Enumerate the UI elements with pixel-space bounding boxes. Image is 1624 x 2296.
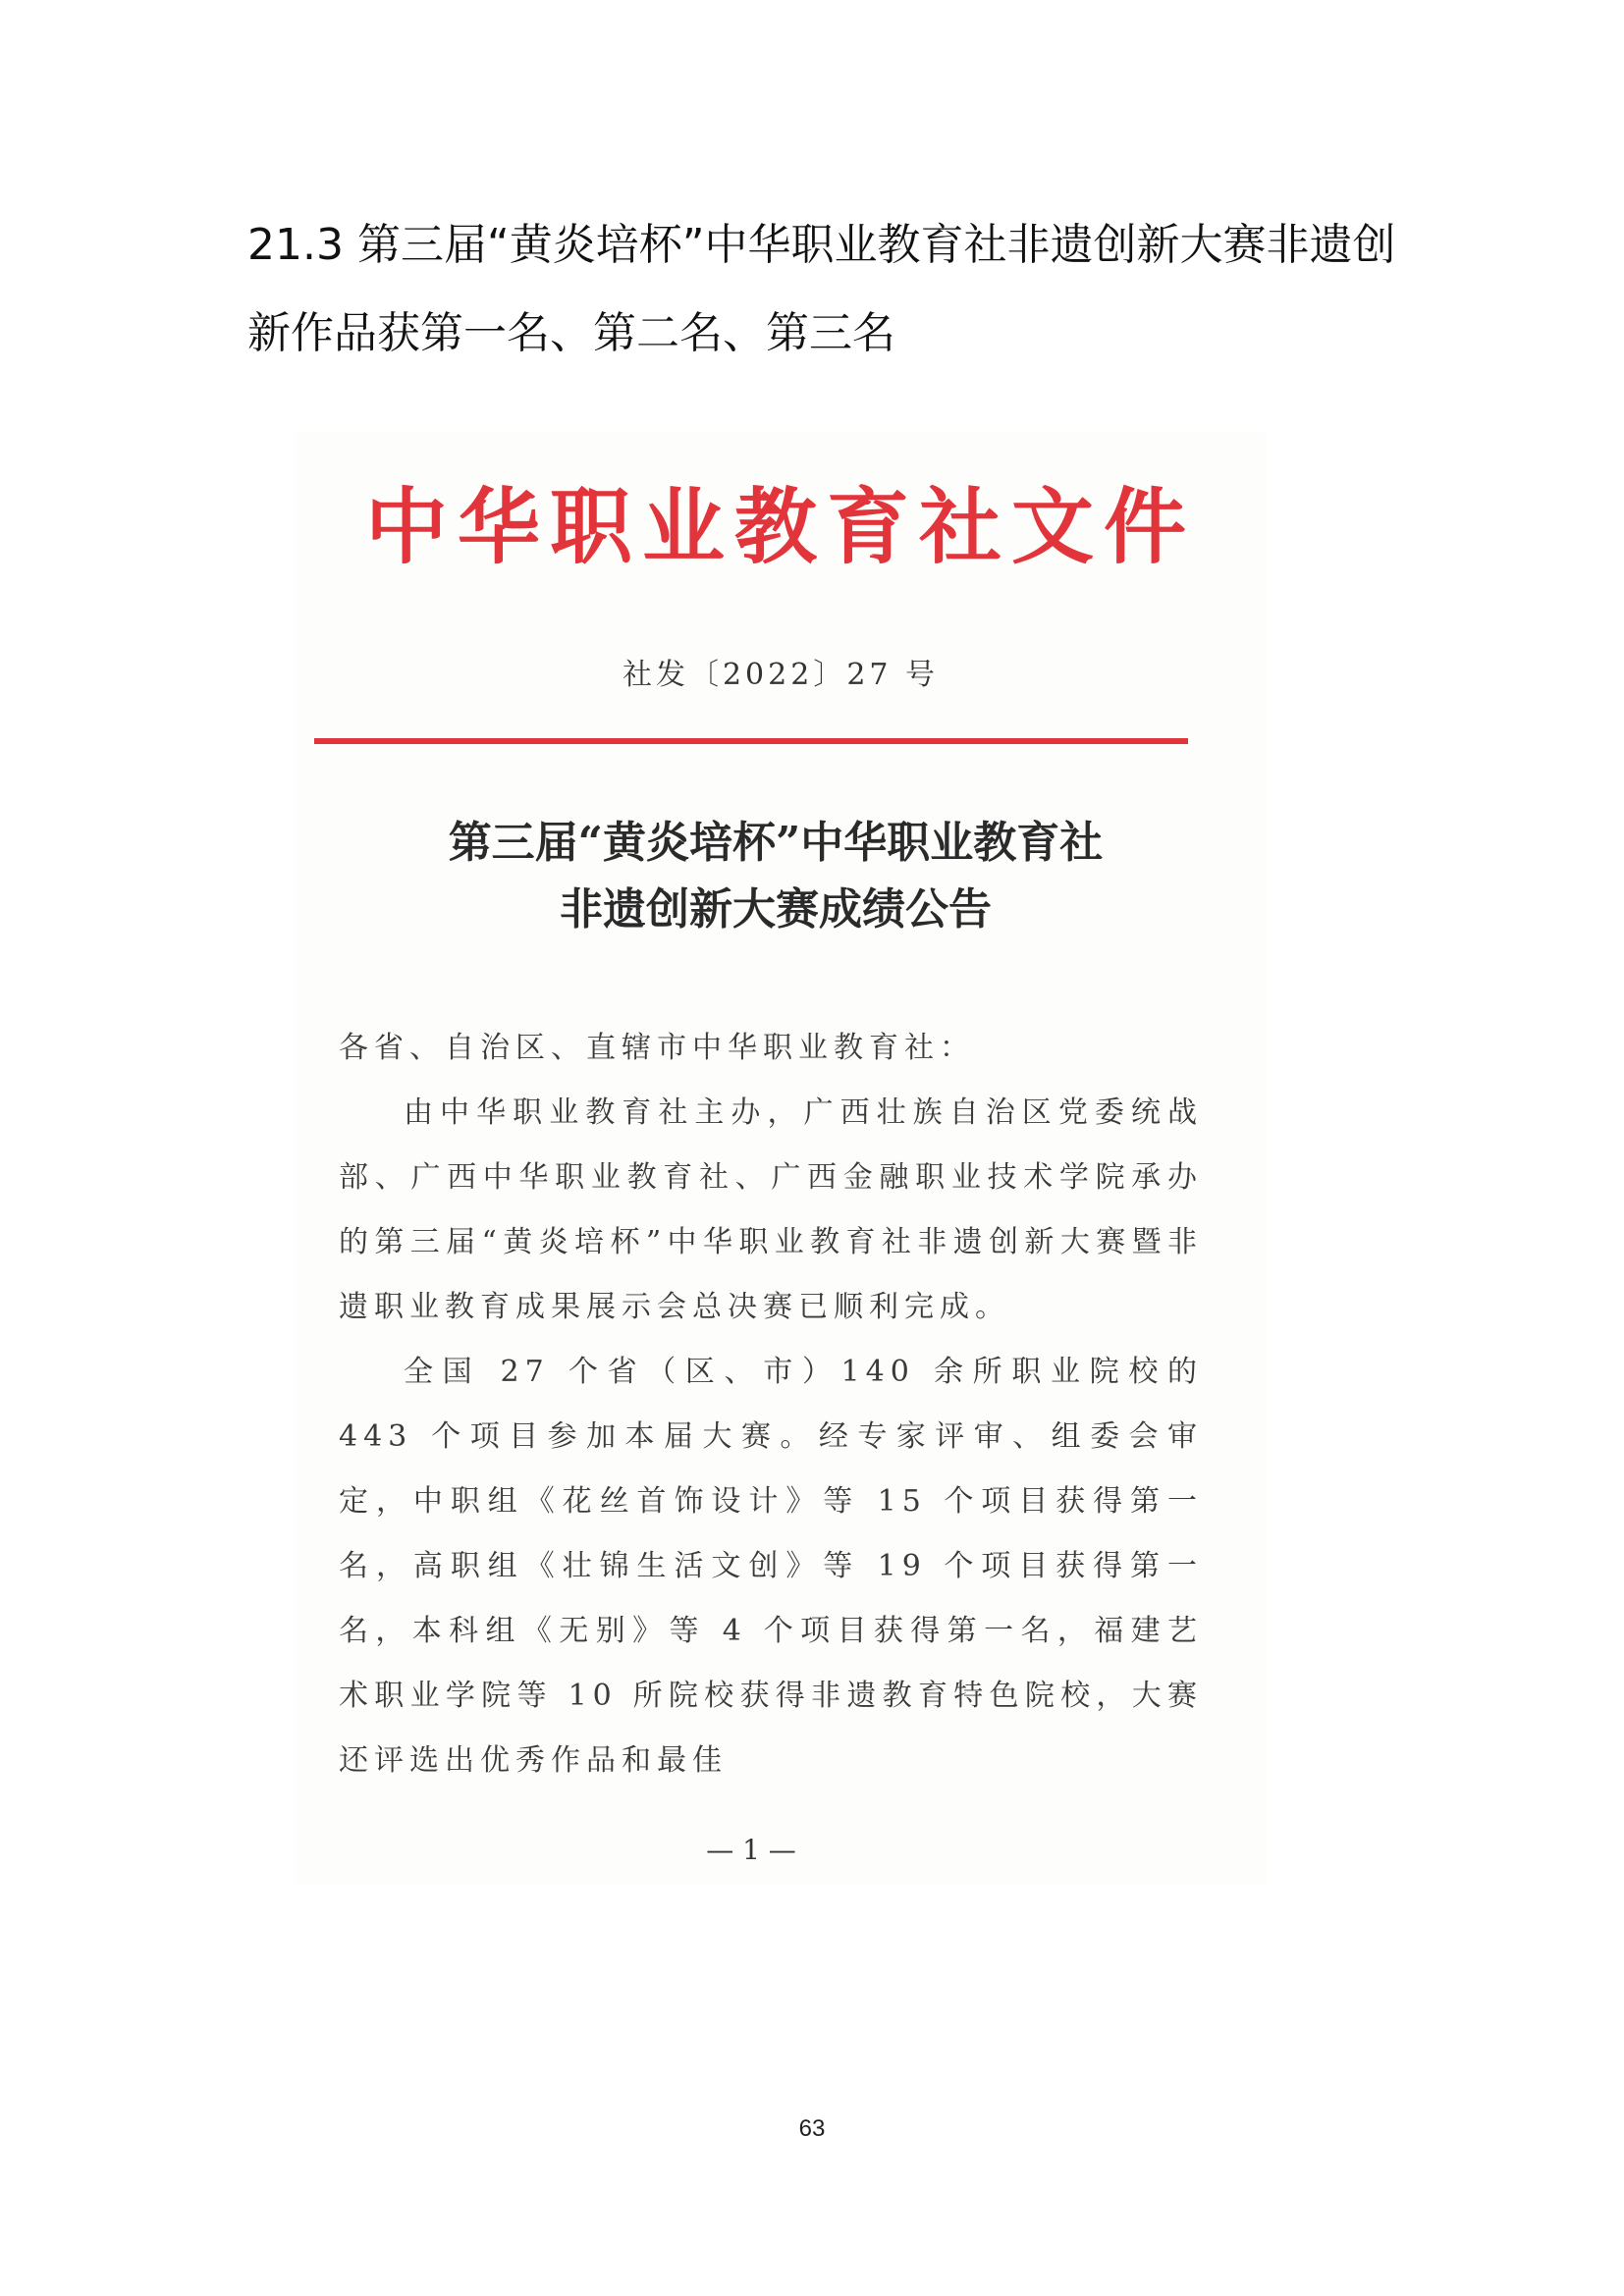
document-salutation: 各省、自治区、直辖市中华职业教育社： [339,1031,975,1065]
document-organization-header: 中华职业教育社文件 [364,478,1196,575]
document-page-number: — 1 — [706,1834,796,1866]
document-paragraph-2: 全国 27 个省（区、市）140 余所职业院校的 443 个项目参加本届大赛。经专家评审、组委会审定，中职组《花丝首饰设计》等 15 个项目获得第一名，高职组《壮锦生活文创》等 19 个项目获得第一名，本科组《无别》等 4 个项目获得第一名，福建艺术职业学院等 10 所院校获得非遗教育特色院校，大赛还评选出优秀作品和最佳 [339,1355,1203,1778]
red-divider-line [314,738,1188,744]
document-number: 社发〔2022〕27 号 [622,658,940,692]
document-title [295,810,1257,943]
section-heading-line-1: 21.3 第三届“黄炎培杯”中华职业教育社非遗创新大赛非遗创 [247,220,1396,270]
document-body [339,1016,1203,1793]
scanned-document [295,432,1267,1885]
section-heading-line-2: 新作品获第一名、第二名、第三名 [247,308,895,358]
page-footer-number: 63 [798,2115,826,2142]
document-title-line-1: 第三届“黄炎培杯”中华职业教育社 [448,818,1104,868]
document-title-line-2: 非遗创新大赛成绩公告 [560,884,992,934]
section-heading [247,201,1426,378]
document-paragraph-1: 由中华职业教育社主办，广西壮族自治区党委统战部、广西中华职业教育社、广西金融职业技术学院承办的第三届“黄炎培杯”中华职业教育社非遗创新大赛暨非遗职业教育成果展示会总决赛已顺利完成。 [339,1095,1203,1324]
